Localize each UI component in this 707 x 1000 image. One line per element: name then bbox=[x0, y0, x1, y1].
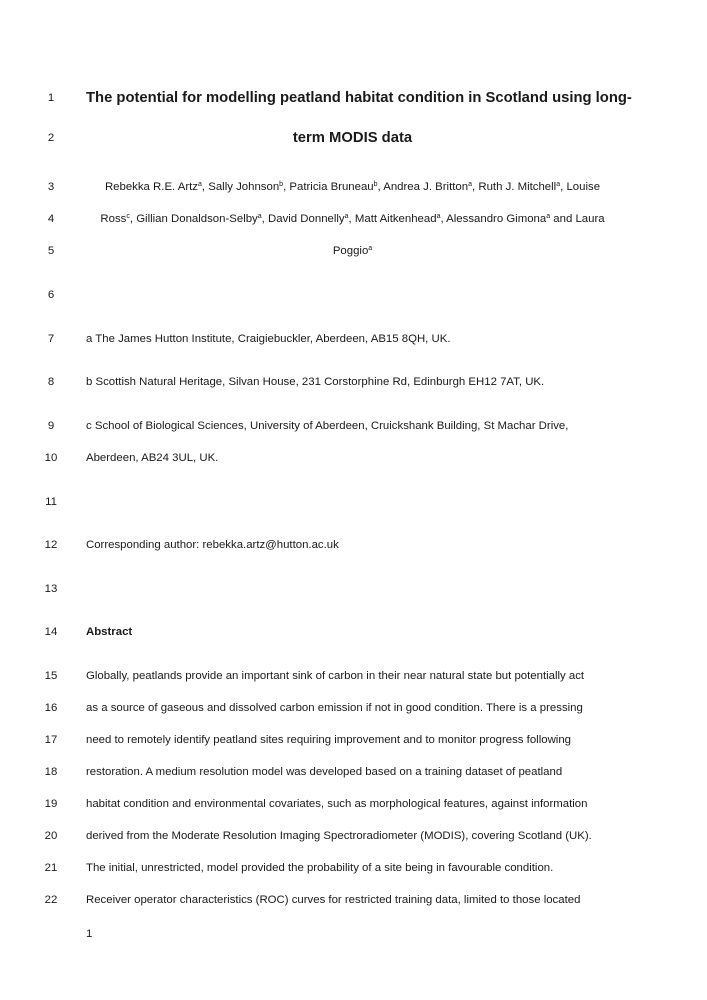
manuscript-line-11 bbox=[0, 492, 707, 512]
line-number: 17 bbox=[44, 734, 58, 746]
manuscript-line-5 bbox=[0, 241, 707, 261]
line-number: 7 bbox=[47, 333, 55, 345]
affiliation-marker: a bbox=[257, 213, 262, 220]
manuscript-line-20 bbox=[0, 826, 707, 846]
author-name: Laura bbox=[575, 213, 605, 225]
author-name: Louise bbox=[566, 181, 601, 193]
page-number: 1 bbox=[86, 928, 93, 940]
manuscript-line-8 bbox=[0, 372, 707, 392]
manuscript-line-17 bbox=[0, 730, 707, 750]
affiliation-marker: a bbox=[468, 181, 472, 188]
affiliation-c-line-1: c School of Biological Sciences, University of Aberdeen, Cruickshank Building, St Machar Drive, bbox=[86, 420, 569, 432]
abstract-text-line: restoration. A medium resolution model was developed based on a training dataset of peatland bbox=[86, 766, 563, 778]
author-name: Matt Aitkenhead bbox=[354, 213, 437, 225]
affiliation-b: b Scottish Natural Heritage, Silvan House, 231 Corstorphine Rd, Edinburgh EH12 7AT, UK. bbox=[86, 376, 545, 388]
line-number: 15 bbox=[44, 670, 58, 682]
abstract-text-line: need to remotely identify peatland sites requiring improvement and to monitor progress following bbox=[86, 734, 571, 746]
line-number: 8 bbox=[47, 376, 55, 388]
author-name: Andrea J. Britton bbox=[383, 181, 469, 193]
manuscript-line-14 bbox=[0, 622, 707, 642]
manuscript-line-18 bbox=[0, 762, 707, 782]
line-number: 1 bbox=[47, 92, 55, 104]
affiliation-marker: a bbox=[198, 181, 202, 188]
author-name: Ruth J. Mitchell bbox=[478, 181, 557, 193]
affiliation-marker: b bbox=[279, 181, 284, 188]
line-number: 9 bbox=[47, 420, 55, 432]
manuscript-line-21 bbox=[0, 858, 707, 878]
author-name: Patricia Bruneau bbox=[289, 181, 374, 193]
abstract-text-line: as a source of gaseous and dissolved carbon emission if not in good condition. There is a pressing bbox=[86, 702, 583, 714]
affiliation-marker: a bbox=[546, 213, 551, 220]
author-list-line-1: Rebekka R.E. Artz$^a$, Sally Johnson$^b$, Patricia Bruneau$^b$, Andrea J. Britton$^a$, Ruth J. Mitchell$^a$, Louise bbox=[104, 181, 601, 193]
paper-title-line-1: The potential for modelling peatland habitat condition in Scotland using long- bbox=[86, 90, 632, 106]
line-number: 4 bbox=[47, 213, 55, 225]
affiliation-marker: a bbox=[344, 213, 349, 220]
abstract-text-line: Globally, peatlands provide an important sink of carbon in their near natural state but potentially act bbox=[86, 670, 585, 682]
manuscript-line-22 bbox=[0, 890, 707, 910]
author-name: Sally Johnson bbox=[208, 181, 280, 193]
line-number: 12 bbox=[44, 539, 58, 551]
manuscript-line-16 bbox=[0, 698, 707, 718]
line-number: 11 bbox=[45, 496, 57, 508]
author-name: Rebekka R.E. Artz bbox=[104, 181, 198, 193]
paper-title-line-2: term MODIS data bbox=[292, 130, 413, 146]
manuscript-line-4 bbox=[0, 209, 707, 229]
line-number: 16 bbox=[44, 702, 58, 714]
manuscript-line-10 bbox=[0, 448, 707, 468]
author-list-line-2: Ross$^c$, Gillian Donaldson-Selby$^a$, David Donnelly$^a$, Matt Aitkenhead$^a$, Alessandro Gimona$^a$ and Laura bbox=[100, 213, 605, 225]
line-number: 14 bbox=[44, 626, 58, 638]
author-name: Gillian Donaldson-Selby bbox=[136, 213, 258, 225]
abstract-text-line: Receiver operator characteristics (ROC) curves for restricted training data, limited to those located bbox=[86, 894, 581, 906]
affiliation-marker: a bbox=[556, 181, 561, 188]
line-number: 22 bbox=[44, 894, 58, 906]
line-number: 3 bbox=[47, 181, 55, 193]
affiliation-c-line-2: Aberdeen, AB24 3UL, UK. bbox=[86, 452, 219, 464]
abstract-text-line: derived from the Moderate Resolution Imaging Spectroradiometer (MODIS), covering Scotland (UK). bbox=[86, 830, 592, 842]
manuscript-line-2 bbox=[0, 128, 707, 148]
line-number: 20 bbox=[44, 830, 58, 842]
line-number: 5 bbox=[47, 245, 55, 257]
line-number: 2 bbox=[47, 132, 55, 144]
abstract-heading: Abstract bbox=[86, 626, 133, 638]
manuscript-line-9 bbox=[0, 416, 707, 436]
abstract-text-line: The initial, unrestricted, model provided the probability of a site being in favourable condition. bbox=[86, 862, 554, 874]
line-number: 13 bbox=[44, 583, 58, 595]
abstract-text-line: habitat condition and environmental covariates, such as morphological features, against information bbox=[86, 798, 588, 810]
affiliation-marker: a bbox=[368, 245, 373, 252]
manuscript-line-6 bbox=[0, 285, 707, 305]
manuscript-line-19 bbox=[0, 794, 707, 814]
author-list-line-3 bbox=[86, 241, 619, 261]
author-name: Alessandro Gimona bbox=[446, 213, 547, 225]
manuscript-line-15 bbox=[0, 666, 707, 686]
line-number: 6 bbox=[47, 289, 55, 301]
manuscript-line-12 bbox=[0, 535, 707, 555]
affiliation-marker: a bbox=[436, 213, 441, 220]
affiliation-a: a The James Hutton Institute, Craigiebuckler, Aberdeen, AB15 8QH, UK. bbox=[86, 333, 451, 345]
corresponding-author: Corresponding author: rebekka.artz@hutton.ac.uk bbox=[86, 539, 339, 551]
manuscript-line-7 bbox=[0, 329, 707, 349]
manuscript-line-13 bbox=[0, 579, 707, 599]
manuscript-line-3 bbox=[0, 177, 707, 197]
line-number: 18 bbox=[44, 766, 58, 778]
line-number: 10 bbox=[44, 452, 58, 464]
affiliation-marker: b bbox=[373, 181, 378, 188]
affiliation-marker: c bbox=[126, 213, 130, 220]
author-name: Ross bbox=[100, 213, 127, 225]
manuscript-line-1 bbox=[0, 88, 707, 108]
line-number: 19 bbox=[44, 798, 58, 810]
line-number: 21 bbox=[44, 862, 58, 874]
author-name: Poggio bbox=[332, 245, 369, 257]
author-name: David Donnelly bbox=[268, 213, 345, 225]
